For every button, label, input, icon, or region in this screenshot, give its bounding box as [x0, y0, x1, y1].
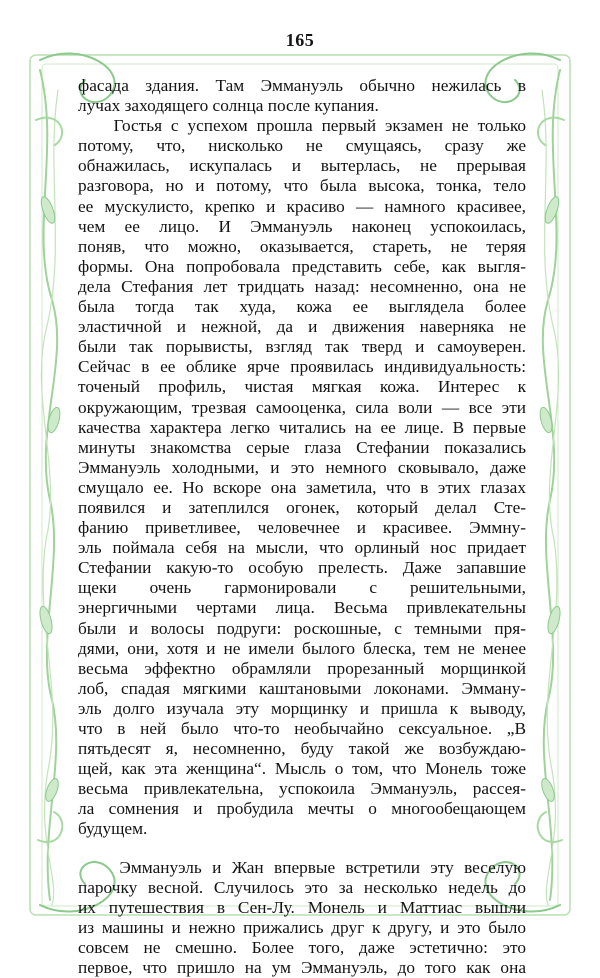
text-line: эластичной и нежной, да и движения наверняка не	[78, 317, 526, 337]
text-line: щей, как эта женщина“. Мысль о том, что Монель тоже	[78, 759, 526, 779]
text-line: пятьдесят я, несомненно, буду такой же возбуждаю-	[78, 739, 526, 759]
text-line: весьма эффектно обрамляли прорезанный морщинкой	[78, 658, 526, 678]
paragraph-gap	[78, 840, 526, 858]
text-line: были так порывисты, взгляд так тверд и самоуверен.	[78, 337, 526, 357]
paragraph	[78, 116, 526, 839]
text-line: щеки очень гармонировали с решительными,	[78, 578, 526, 598]
paragraph	[78, 858, 526, 978]
text-line: Стефании какую-то особую прелесть. Даже запавшие	[78, 558, 526, 578]
text-line: ла сомнения и пробудила мечты о многообещающем	[78, 799, 526, 819]
top-left-curl	[36, 118, 62, 145]
text-line: фасада здания. Там Эммануэль обычно нежилась в	[78, 76, 526, 95]
paragraph	[78, 76, 526, 116]
leaf-left-3	[38, 605, 55, 635]
text-line: были и волосы подруги: роскошные, с темными пря-	[78, 618, 526, 638]
text-line: ее мускулисто, крепко и красиво — намного красивее,	[78, 196, 526, 216]
text-line: будущем.	[78, 819, 148, 839]
text-line: качества характера легко читались на ее лице. В первые	[78, 417, 526, 437]
text-line: окружающим, трезвая самооценка, сила воли — все эти	[78, 397, 526, 417]
text-line: Эммануэль и Жан впервые встретили эту веселую	[78, 857, 526, 877]
text-line: появился и затеплился огонек, который делал Сте-	[78, 497, 526, 517]
text-column	[78, 76, 526, 978]
text-line: Сейчас в ее облике ярче проявилась индивидуальность:	[78, 357, 526, 377]
text-line: чем ее лицо. И Эммануэль наконец успокоилась,	[78, 216, 526, 236]
text-line: формы. Она попробовала представить себе, как выгля-	[78, 256, 526, 276]
text-line: точеный профиль, чистая мягкая кожа. Интерес к	[78, 377, 526, 397]
text-line: весьма привлекательна, успокоила Эммануэль, рассея-	[78, 779, 526, 799]
text-line: дела Стефания лет тридцать назад: несомненно, она не	[78, 276, 526, 296]
text-line: смущало ее. Но вскоре она заметила, что в этих глазах	[78, 477, 526, 497]
text-line: фанию приветливее, человечнее и красивее. Эммну-	[78, 518, 526, 538]
text-line: лучах заходящего солнца после купания.	[78, 96, 379, 116]
text-line: их путешествия в Сен-Лу. Монель и Маттиас вышли	[78, 897, 526, 917]
text-line: обнажилась, искупалась и вытерлась, не прерывая	[78, 156, 526, 176]
text-line: энергичными чертами лица. Весьма привлекательны	[78, 598, 526, 618]
text-line: из машины и нежно прижались друг к другу, и это было	[78, 917, 526, 937]
text-line: лоб, спадая мягкими каштановыми локонами. Эмману-	[78, 678, 526, 698]
text-line: была тогда так худа, кожа ее выглядела более	[78, 297, 526, 317]
leaf-right-3	[546, 605, 563, 635]
text-line: разговора, но и потому, что была высока, тонка, тело	[78, 176, 526, 196]
text-line: первое, что пришло на ум Эммануэль, до того как она	[78, 958, 526, 978]
text-line: эль поймала себя на мысли, что орлиный нос придает	[78, 538, 526, 558]
text-line: совсем не смешно. Более того, даже эстетично: это	[78, 937, 526, 957]
text-line: эль долго изучала эту морщинку и пришла к выводу,	[78, 698, 526, 718]
top-right-curl	[538, 118, 564, 145]
text-line: парочку весной. Случилось это за несколько недель до	[78, 877, 526, 897]
text-line: Гостья с успехом прошла первый экзамен не только	[78, 116, 526, 136]
text-line: минуты знакомства серые глаза Стефании показались	[78, 437, 526, 457]
text-line: потому, что, нисколько не смущаясь, сразу же	[78, 136, 526, 156]
text-line: Эммануэль холодными, и это немного сковывало, даже	[78, 457, 526, 477]
text-line: поняв, что можно, оказывается, стареть, не теряя	[78, 236, 526, 256]
page-number: 165	[285, 30, 315, 50]
text-line: что в ней было что-то необычайно сексуальное. „В	[78, 719, 526, 738]
text-line: дями, они, хотя и не имели былого блеска, тем не менее	[78, 638, 526, 658]
